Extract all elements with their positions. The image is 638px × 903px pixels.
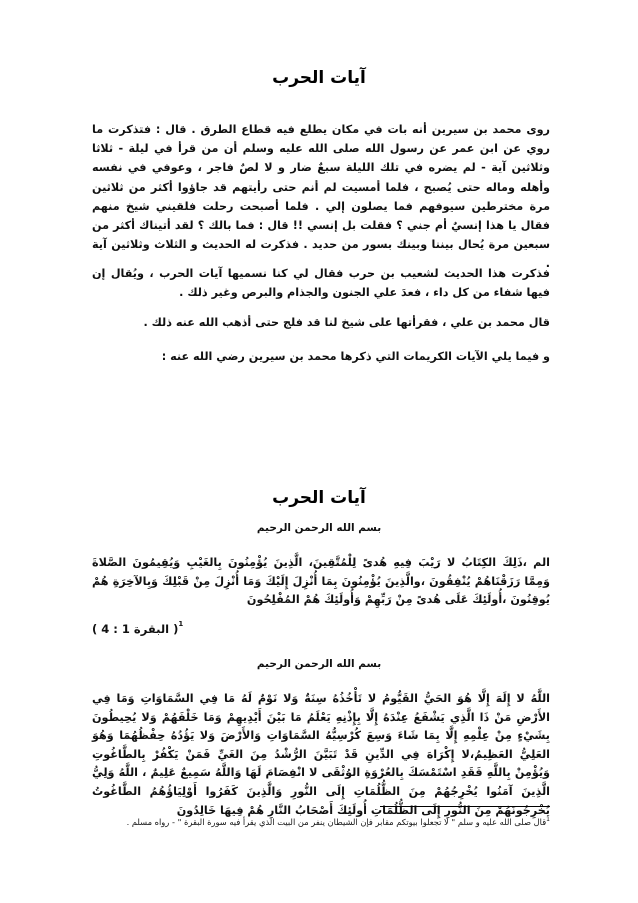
verse-block-baqarah-1-4: الم ،ذَلِكَ الكِتَابُ لا رَيْبَ فِيهِ هُدىً لِلْمُتَّقِينَ، الَّذِينَ يُؤْمِنُونَ بِالغَيْبِ وَيُقِيمُونَ الصَّلاةَ وَمِمَّا رَزَقْنَاهُمْ يُنْفِقُونَ ،والَّذِينَ يُؤْمِنُونَ بِمَا أُنْزِلَ إِلَيْكَ وَمَا أُنْزِلَ مِنْ قَبْلِكَ وَبِالآخِرَةِ هُمْ يُوقِنُونَ ،أُولَئِكَ عَلَى هُدىً مِنْ رَبِّهِمْ وَأُولَئِكَ هُمْ المُفْلِحُونَ — [92, 556, 550, 607]
verse-reference — [92, 622, 183, 636]
page-title: آيات الحرب — [272, 68, 366, 88]
footnote-marker[interactable]: 1 — [178, 620, 184, 629]
paragraph-hadith-mention: فذكرت هذا الحديث لشعيب بن حرب فقال لي كنا نسميها آيات الحرب ، ويُقال إن فيها شفاء من كل داء ، فعدَ علي الجنون والجذام والبرص وغير ذلك . — [92, 267, 550, 300]
verse-block-ayat-al-kursi: اللَّهُ لا إِلَهَ إِلَّا هُوَ الحَيُّ القَيُّومُ لا تَأْخُذُهُ سِنَةٌ وَلا نَوْمٌ لَهُ مَا فِي السَّمَاوَاتِ وَمَا فِي الأَرْضِ مَنْ ذَا الَّذِي يَشْفَعُ عِنْدَهُ إِلَّا بِإِذْنِهِ يَعْلَمُ مَا بَيْنَ أَيْدِيهِمْ وَمَا خَلْفَهُمْ وَلا يُحِيطُونَ بِشَيْءٍ مِنْ عِلْمِهِ إِلَّا بِمَا شَاءَ وَسِعَ كُرْسِيُّهُ السَّمَاوَاتِ وَالأَرْضَ وَلا يَؤُدُهُ حِفْظُهُمَا وَهُوَ العَلِيُّ العَظِيمُ،لا إِكْرَاهَ فِي الدِّينِ قَدْ تَبَيَّنَ الرُّشْدُ مِنَ الغَيِّ فَمَنْ يَكْفُرْ بِالطَّاغُوتِ وَيُؤْمِنْ بِاللَّهِ فَقَدِ اسْتَمْسَكَ بِالعُرْوَةِ الوُثْقَى لا انْفِصَامَ لَهَا وَاللَّهُ سَمِيعٌ عَلِيمٌ ، اللَّهُ وَلِيُّ الَّذِينَ آمَنُوا يُخْرِجُهُمْ مِنَ الظُّلُمَاتِ إِلَى النُّورِ وَالَّذِينَ كَفَرُوا أَوْلِيَاؤُهُمُ الطَّاغُوتُ يُخْرِجُونَهُمْ مِنَ النُّورِ إِلَى الظُّلُمَاتِ أُولَئِكَ أَصْحَابُ النَّارِ هُمْ فِيهَا خَالِدُونَ — [92, 692, 550, 817]
footnote — [92, 813, 550, 829]
paragraph-muhammad-ibn-ali: قال محمد بن علي ، فقرأتها على شيخ لنا قد فلج حتى أذهب الله عنه ذلك . — [143, 316, 550, 329]
reference-text: ( البقرة 1 : 4 ) — [92, 622, 179, 636]
basmala: بسم الله الرحمن الرحيم — [256, 522, 382, 534]
footnote-text: قال صلى الله عليه و سلم " لا تجعلوا بيوتكم مقابر فإن الشيطان ينفر من البيت الذي يقرأ فيه سورة البقرة " - رواه مسلم . — [126, 816, 547, 827]
section-title: آيات الحرب — [272, 488, 366, 508]
paragraph-intro-verses: و فيما يلي الآيات الكريمات التي ذكرها محمد بن سيرين رضي الله عنه : — [161, 350, 550, 363]
footnote-divider — [380, 806, 550, 807]
paragraph-story: روى محمد بن سيرين أنه بات في مكان يطلع فيه قطاع الطرق . قال : فتذكرت ما روي عن ابن عمر عن رسول الله صلى الله عليه وسلم أن من قرأ في ليلة - ثلاثا وثلاثين آية - لم يضره في تلك الليلة سبعٌ ضار و لا لصٌ فاجر ، وعوفي في نفسه وأهله وماله حتى يُصبح ، فلما أمسيت لم أنم حتى رأيتهم قد جاؤوا أكثر من ثلاثين مرة مخترطين سيوفهم فما يصلون إلي . فلما أصبحت رحلت فلقيني شيخ منهم فقال يا هذا إنسيٌ أم جني ؟ فقلت بل إنسي !! قال : فما بالك ؟ لقد أتيناك أكثر من سبعين مرة يُحال بيننا وبينك بسور من حديد . فذكرت له الحديث و الثلاث وثلاثين آية . — [92, 123, 550, 271]
basmala: بسم الله الرحمن الرحيم — [256, 658, 382, 670]
footnote-number: 1 — [546, 816, 550, 823]
